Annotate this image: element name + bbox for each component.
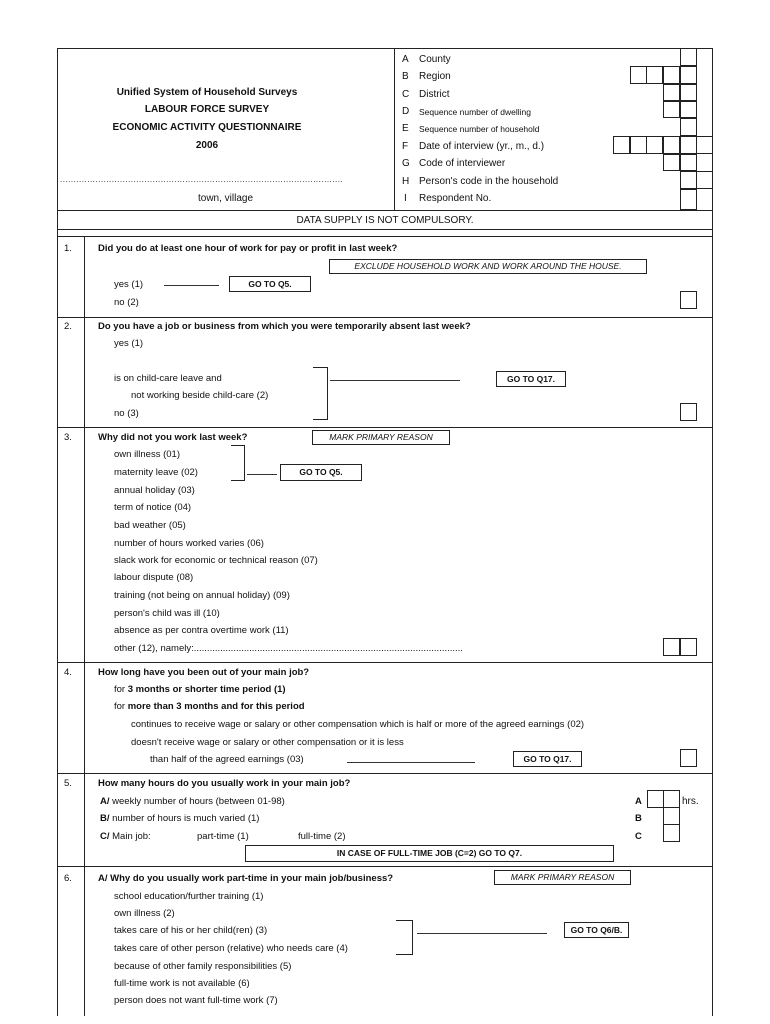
q2-option-leave-cont: not working beside child-care (2) (131, 390, 269, 401)
q6-arrow-line (417, 933, 547, 934)
q5-part-letter: B/ (100, 813, 110, 824)
bracket (396, 954, 413, 955)
q1-text: Did you do at least one hour of work for pay or profit in last week? (98, 243, 398, 254)
frame-top (57, 48, 713, 49)
q3-note: MARK PRIMARY REASON (312, 430, 450, 445)
q3-option[interactable]: bad weather (05) (114, 520, 186, 531)
q3-answer-box[interactable] (680, 638, 697, 656)
survey-system: Unified System of Household Surveys (116, 87, 298, 98)
q4-option-long-label: more than 3 months and for this period (127, 701, 305, 712)
q5-number: 5. (64, 778, 72, 789)
code-box-b[interactable] (680, 66, 697, 84)
town-fill-line[interactable]: ........................................................................................................ (60, 175, 344, 184)
code-box-b[interactable] (663, 66, 680, 84)
q6-option[interactable]: school education/further training (1) (114, 891, 264, 902)
code-box-c[interactable] (663, 84, 680, 101)
bracket (231, 480, 245, 481)
q4-sub-option[interactable]: continues to receive wage or salary or other compensation which is half or more of the agreed earnings (02) (131, 719, 585, 730)
q1-number: 1. (64, 243, 72, 254)
q6-note: MARK PRIMARY REASON (494, 870, 631, 885)
q4-goto: GO TO Q17. (513, 751, 582, 767)
q4-option-long (114, 701, 305, 712)
q1-option-yes[interactable]: yes (1) (114, 279, 144, 290)
code-box-e[interactable] (680, 118, 697, 136)
code-letter: D (402, 106, 410, 117)
code-box-g[interactable] (663, 154, 680, 171)
q2-option-yes[interactable]: yes (1) (114, 338, 144, 349)
code-label: Person's code in the household (419, 176, 559, 187)
q3-option[interactable]: annual holiday (03) (114, 485, 195, 496)
code-letter: F (402, 141, 409, 152)
survey-title: LABOUR FORCE SURVEY (144, 104, 270, 115)
bracket (412, 920, 413, 955)
q3-option[interactable]: absence as per contra overtime work (11) (114, 625, 289, 636)
code-letter: I (404, 193, 407, 204)
code-letter: A (402, 54, 409, 65)
code-box-f[interactable] (663, 136, 680, 154)
q1-goto: GO TO Q5. (229, 276, 311, 292)
q1-answer-box[interactable] (680, 291, 697, 309)
num-column (84, 236, 85, 1016)
q3-arrow-line (247, 474, 277, 475)
code-label: Respondent No. (419, 193, 492, 204)
code-box-f[interactable] (680, 136, 697, 154)
q4-sub-option[interactable]: doesn't receive wage or salary or other compensation or it is less (131, 737, 404, 748)
q2-arrow-line (330, 380, 460, 381)
q1-option-no[interactable]: no (2) (114, 297, 139, 308)
q2-answer-box[interactable] (680, 403, 697, 421)
code-box-b[interactable] (646, 66, 663, 84)
q3-option[interactable]: labour dispute (08) (114, 572, 194, 583)
bracket (396, 920, 413, 921)
q5-hours-unit: hrs. (682, 796, 699, 807)
code-label: Sequence number of household (419, 124, 540, 134)
q5-box-label-a: A (635, 796, 642, 807)
q4-answer-box[interactable] (680, 749, 697, 767)
code-box-i[interactable] (680, 189, 697, 210)
q4-sub-option-cont: than half of the agreed earnings (03) (150, 754, 304, 765)
code-label: County (419, 54, 451, 65)
q5-option-full-time[interactable]: full-time (2) (298, 831, 346, 842)
q5-part-letter: C/ (100, 831, 110, 842)
q5-hours-box[interactable] (647, 790, 664, 808)
bracket (313, 367, 328, 368)
q3-option[interactable]: training (not being on annual holiday) (09) (114, 590, 290, 601)
bracket (313, 419, 328, 420)
frame-right (712, 48, 713, 1016)
q6-number: 6. (64, 873, 72, 884)
code-label: District (419, 89, 450, 100)
separator (57, 773, 713, 774)
q5-part-text: Main job: (109, 831, 151, 842)
header-bottom (57, 210, 713, 211)
q2-option-no[interactable]: no (3) (114, 408, 139, 419)
q3-option[interactable]: slack work for economic or technical reason (07) (114, 555, 318, 566)
q4-option-prefix: for (114, 684, 128, 695)
q2-text: Do you have a job or business from which you were temporarily absent last week? (98, 321, 471, 332)
q5-part-a (100, 796, 285, 807)
q2-goto: GO TO Q17. (496, 371, 566, 387)
code-box-h[interactable] (680, 171, 697, 189)
separator (57, 866, 713, 867)
q5-option-part-time[interactable]: part-time (1) (197, 831, 249, 842)
separator (57, 317, 713, 318)
q6-option[interactable]: full-time work is not available (6) (114, 978, 250, 989)
q5-hours-box[interactable] (663, 790, 680, 808)
q4-text: How long have you been out of your main job? (98, 667, 310, 678)
code-box-a[interactable] (680, 48, 697, 66)
code-box-g[interactable] (680, 154, 697, 171)
q3-text: Why did not you work last week? (98, 432, 248, 443)
notice: DATA SUPPLY IS NOT COMPULSORY. (296, 215, 474, 226)
q4-option-prefix: for (114, 701, 128, 712)
q4-number: 4. (64, 667, 72, 678)
q6-option[interactable]: because of other family responsibilities (5) (114, 961, 292, 972)
q1-arrow-line (164, 285, 219, 286)
q5-text: How many hours do you usually work in your main job? (98, 778, 351, 789)
q2-option-leave[interactable]: is on child-care leave and (114, 373, 222, 384)
code-letter: G (402, 158, 410, 169)
q1-note: EXCLUDE HOUSEHOLD WORK AND WORK AROUND THE HOUSE. (329, 259, 647, 274)
q5-box-label-b: B (635, 813, 642, 824)
code-letter: H (402, 176, 410, 187)
bracket (327, 367, 328, 420)
code-box-c[interactable] (680, 84, 697, 101)
notice-bottom (57, 229, 713, 230)
q3-option[interactable]: maternity leave (02) (114, 467, 198, 478)
notice-bottom-2 (57, 236, 713, 237)
code-letter: C (402, 89, 410, 100)
q5-part-c (100, 831, 151, 842)
code-box-f[interactable] (630, 136, 647, 154)
code-letter: E (402, 123, 409, 134)
code-label: Date of interview (yr., m., d.) (419, 141, 545, 152)
code-box-d[interactable] (680, 101, 697, 118)
q3-option[interactable]: person's child was ill (10) (114, 608, 220, 619)
separator (57, 427, 713, 428)
bracket (244, 445, 245, 481)
q6-option[interactable]: takes care of other person (relative) who needs care (4) (114, 943, 348, 954)
bracket (231, 445, 245, 446)
q6-option[interactable]: takes care of his or her child(ren) (3) (114, 925, 268, 936)
q3-option[interactable]: term of notice (04) (114, 502, 192, 513)
code-letter: B (402, 71, 409, 82)
code-box-f[interactable] (646, 136, 663, 154)
q5-main-job-box[interactable] (663, 824, 680, 842)
q5-part-text: weekly number of hours (between 01-98) (109, 796, 285, 807)
q5-varied-box[interactable] (663, 807, 680, 825)
separator (57, 662, 713, 663)
code-label: Sequence number of dwelling (419, 107, 531, 117)
code-box-f[interactable] (613, 136, 630, 154)
q6-text: A/ Why do you usually work part-time in your main job/business? (98, 873, 394, 884)
q5-banner: IN CASE OF FULL-TIME JOB (C=2) GO TO Q7. (245, 845, 614, 862)
q3-answer-box[interactable] (663, 638, 680, 656)
header-divider (394, 48, 395, 210)
q5-part-b (100, 813, 259, 824)
code-box-d[interactable] (663, 101, 680, 118)
q5-part-letter: A/ (100, 796, 110, 807)
q6-option[interactable]: person does not want full-time work (7) (114, 995, 278, 1006)
q3-number: 3. (64, 432, 72, 443)
q3-goto: GO TO Q5. (280, 464, 362, 481)
q3-option[interactable]: number of hours worked varies (06) (114, 538, 264, 549)
code-box-b[interactable] (630, 66, 647, 84)
code-label: Code of interviewer (419, 158, 506, 169)
q6-goto: GO TO Q6/B. (564, 922, 629, 938)
q3-option-other[interactable]: other (12), namely:...................................................................................................... (114, 643, 463, 654)
town-label: town, village (197, 193, 254, 204)
q4-option-short-label: 3 months or shorter time period (1) (127, 684, 286, 695)
q5-part-text: number of hours is much varied (1) (109, 813, 260, 824)
q5-box-label-c: C (635, 831, 642, 842)
code-box-h[interactable] (696, 171, 713, 189)
code-label: Region (419, 71, 451, 82)
q4-option-short[interactable] (114, 684, 286, 695)
survey-year: 2006 (195, 140, 219, 151)
q2-number: 2. (64, 321, 72, 332)
q6-option[interactable]: own illness (2) (114, 908, 175, 919)
questionnaire-title: ECONOMIC ACTIVITY QUESTIONNAIRE (112, 122, 302, 133)
q4-arrow-line (347, 762, 475, 763)
q3-option[interactable]: own illness (01) (114, 449, 180, 460)
code-box-f[interactable] (696, 136, 713, 154)
